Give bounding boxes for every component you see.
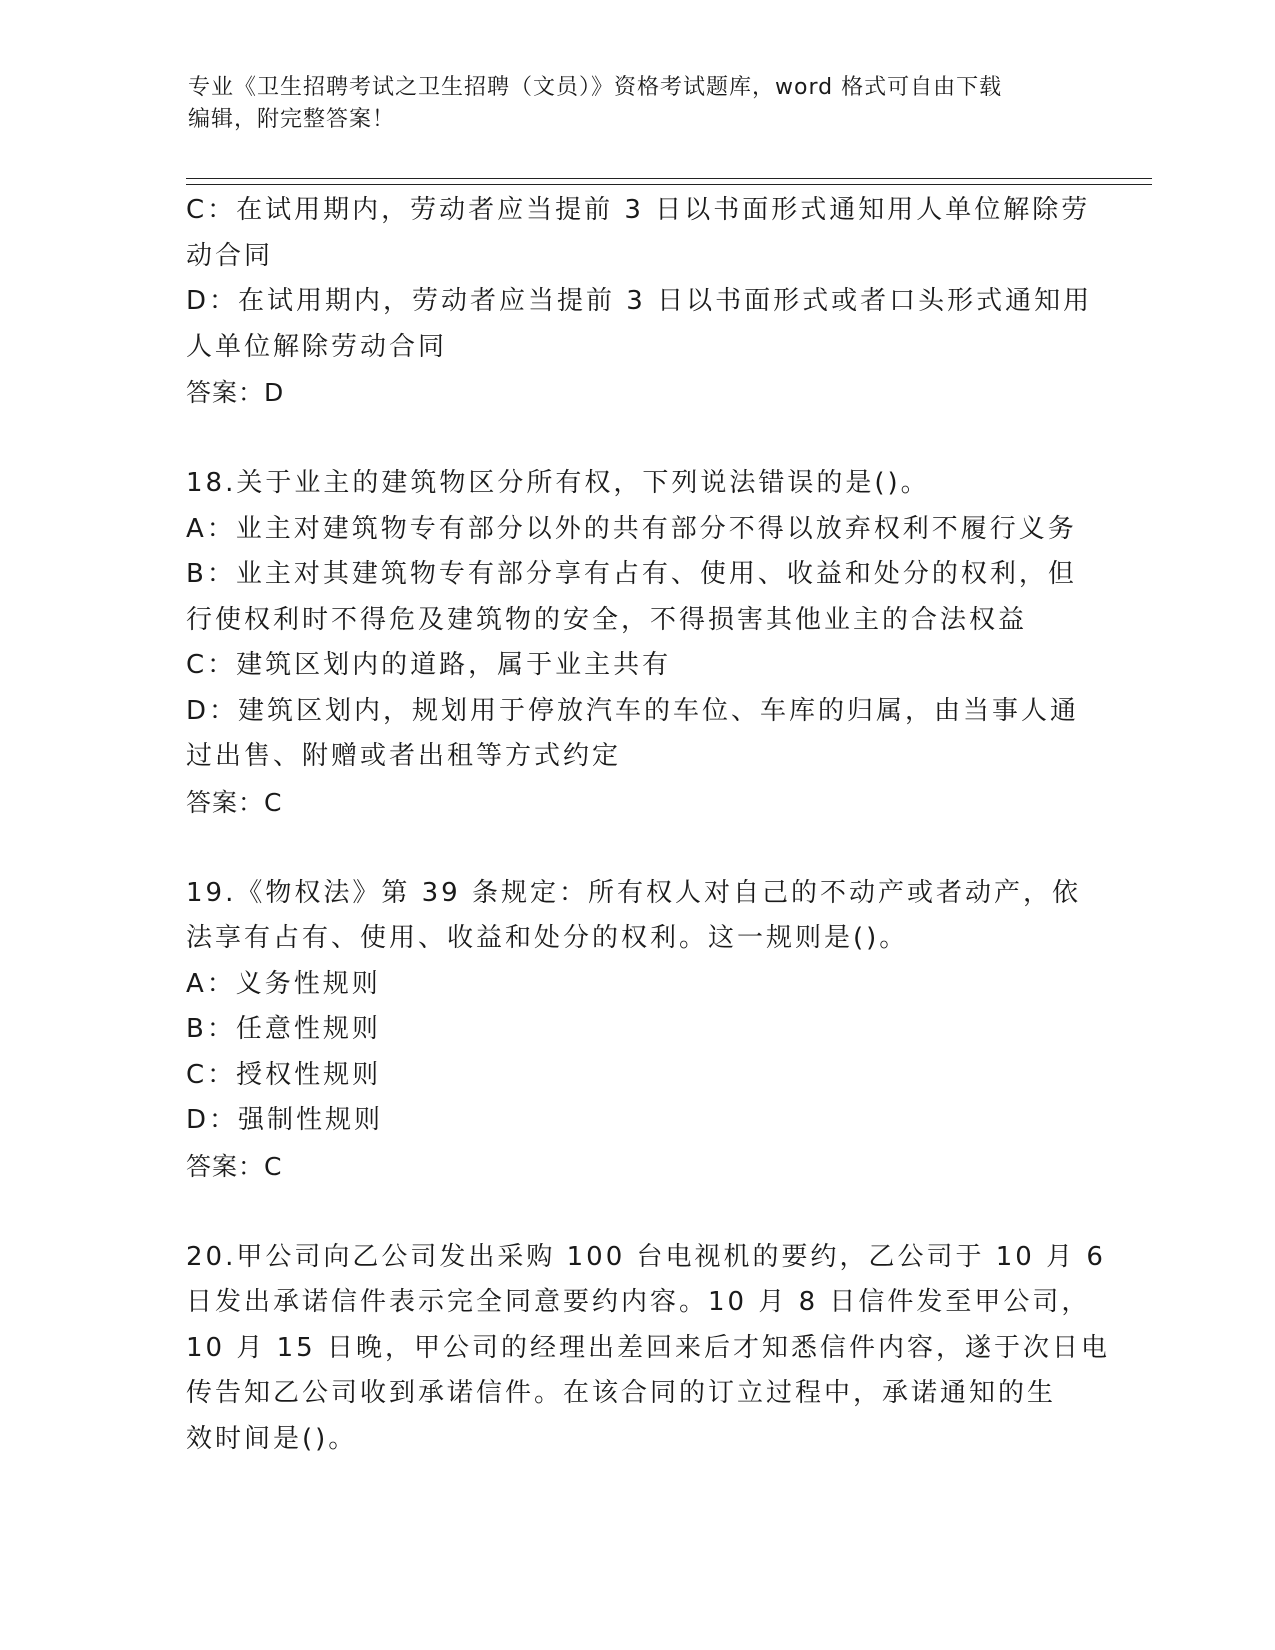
q18-stem: 18.关于业主的建筑物区分所有权，下列说法错误的是()。 xyxy=(186,468,930,498)
question-spacer xyxy=(186,416,1086,462)
q18-option-d-line-2: 过出售、附赠或者出租等方式约定 xyxy=(186,741,622,771)
q17-option-c-line-2: 动合同 xyxy=(186,240,274,271)
q17-option-c-line-1: C：在试用期内，劳动者应当提前 3 日以书面形式通知用人单位解除劳 xyxy=(186,195,1091,225)
q20-stem-line-4: 传告知乙公司收到承诺信件。在该合同的订立过程中，承诺通知的生 xyxy=(186,1378,1057,1408)
q18-option-c: C：建筑区划内的道路，属于业主共有 xyxy=(186,650,672,680)
header-title-line-2: 编辑，附完整答案！ xyxy=(188,107,396,132)
header-divider-bottom xyxy=(186,184,1152,185)
q17-answer: 答案：D xyxy=(186,378,285,407)
q20-stem-line-1: 20.甲公司向乙公司发出采购 100 台电视机的要约，乙公司于 10 月 6 xyxy=(186,1241,1106,1272)
q19-option-d: D：强制性规则 xyxy=(186,1105,384,1135)
q19-stem-line-2: 法享有占有、使用、收益和处分的权利。这一规则是()。 xyxy=(186,923,909,953)
q18-option-b-line-2: 行使权利时不得危及建筑物的安全，不得损害其他业主的合法权益 xyxy=(186,604,1028,635)
q18-option-a: A：业主对建筑物专有部分以外的共有部分不得以放弃权利不履行义务 xyxy=(186,513,1077,544)
q18-option-d-line-1: D：建筑区划内，规划用于停放汽车的车位、车库的归属，由当事人通 xyxy=(186,695,1080,726)
q19-option-a: A：义务性规则 xyxy=(186,968,381,999)
q17-option-d-line-1: D：在试用期内，劳动者应当提前 3 日以书面形式或者口头形式通知用 xyxy=(186,286,1093,316)
q19-stem-line-1: 19.《物权法》第 39 条规定：所有权人对自己的不动产或者动产，依 xyxy=(186,877,1081,908)
question-content xyxy=(186,188,1110,1462)
q20-stem-line-5: 效时间是()。 xyxy=(186,1423,358,1454)
q19-option-c: C：授权性规则 xyxy=(186,1059,382,1090)
q19-answer: 答案：C xyxy=(186,1151,283,1181)
document-header xyxy=(188,72,1088,136)
q20-stem-line-2: 日发出承诺信件表示完全同意要约内容。10 月 8 日信件发至甲公司， xyxy=(186,1287,1091,1317)
q18-answer: 答案：C xyxy=(186,787,283,817)
q18-option-b-line-1: B：业主对其建筑物专有部分享有占有、使用、收益和处分的权利，但 xyxy=(186,559,1077,589)
q20-stem-line-3: 10 月 15 日晚，甲公司的经理出差回来后才知悉信件内容，遂于次日电 xyxy=(186,1332,1110,1363)
question-spacer xyxy=(186,1189,1086,1235)
q19-option-b: B：任意性规则 xyxy=(186,1014,381,1044)
header-divider-top xyxy=(186,178,1152,179)
question-spacer xyxy=(186,825,1086,871)
header-title-line-1: 专业《卫生招聘考试之卫生招聘（文员）》资格考试题库，word 格式可自由下载 xyxy=(188,75,1003,100)
q17-option-d-line-2: 人单位解除劳动合同 xyxy=(186,331,448,362)
